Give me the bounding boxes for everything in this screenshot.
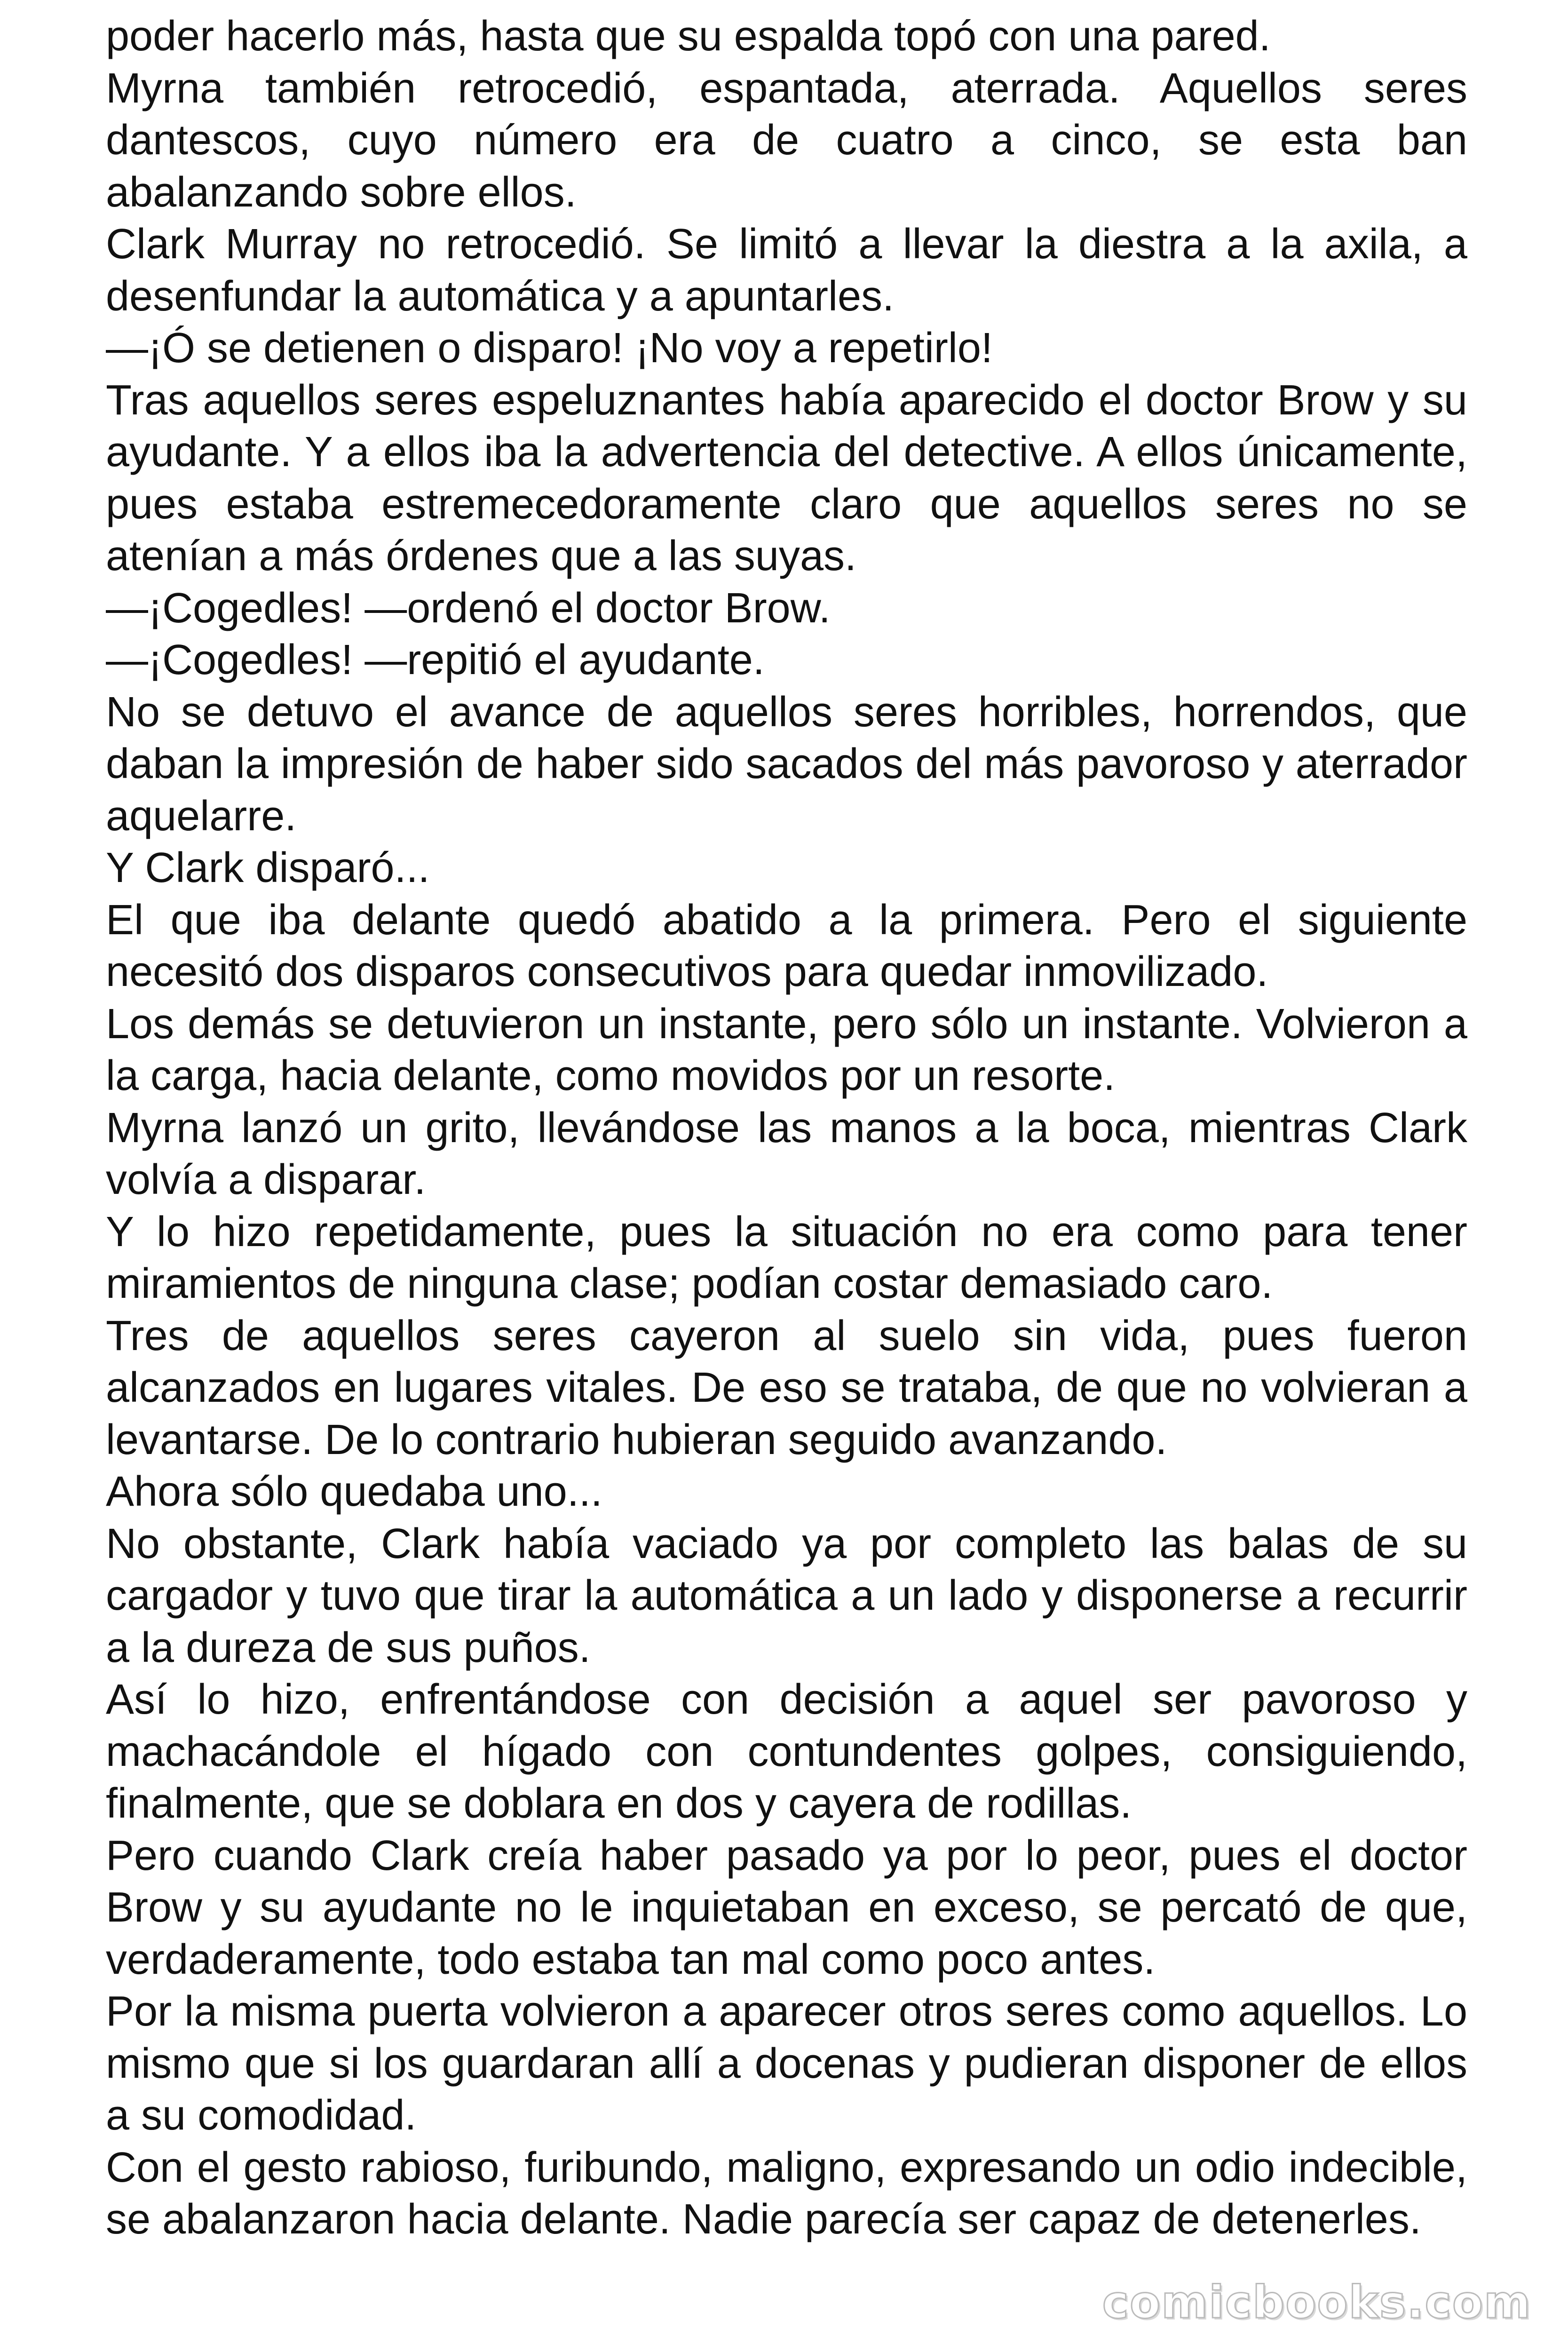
paragraph-1: poder hacerlo más, hasta que su espalda topó con una pared.: [106, 13, 1271, 60]
paragraph-4: —¡Ó se detienen o disparo! ¡No voy a repetirlo!: [106, 325, 993, 372]
paragraph-17: Así lo hizo, enfrentándose con decisión a aquel ser pavoroso y machacándole el hígado con contundentes golpes, consiguiendo, finalmente, que se doblara en dos y cayera de rodillas.: [106, 1676, 1467, 1827]
paragraph-9: Y Clark disparó...: [106, 844, 430, 891]
watermark-logo: comicbooks.com: [1102, 2277, 1531, 2328]
paragraph-13: Y lo hizo repetidamente, pues la situación no era como para tener miramientos de ninguna clase; podían costar demasiado caro.: [106, 1208, 1467, 1307]
paragraph-2: Myrna también retrocedió, espantada, aterrada. Aquellos seres dantescos, cuyo número era de cuatro a cinco, se esta ban abalanzando sobre ellos.: [106, 64, 1467, 216]
paragraph-8: No se detuvo el avance de aquellos seres horribles, horrendos, que daban la impresión de haber sido sacados del más pavoroso y aterrador aquelarre.: [106, 688, 1467, 840]
paragraph-18: Pero cuando Clark creía haber pasado ya por lo peor, pues el doctor Brow y su ayudante no le inquietaban en exceso, se percató de que, verdaderamente, todo estaba tan mal como poco antes.: [106, 1832, 1467, 1983]
paragraph-11: Los demás se detuvieron un instante, pero sólo un instante. Volvieron a la carga, hacia delante, como movidos por un resorte.: [106, 1000, 1467, 1099]
paragraph-12: Myrna lanzó un grito, llevándose las manos a la boca, mientras Clark volvía a disparar.: [106, 1104, 1467, 1203]
paragraph-19: Por la misma puerta volvieron a aparecer otros seres como aquellos. Lo mismo que si los guardaran allí a docenas y pudieran disponer de ellos a su comodidad.: [106, 1988, 1467, 2139]
document-body: [106, 10, 1467, 2246]
paragraph-6: —¡Cogedles! —ordenó el doctor Brow.: [106, 584, 831, 632]
paragraph-5: Tras aquellos seres espeluznantes había aparecido el doctor Brow y su ayudante. Y a ellos iba la advertencia del detective. A ellos únicamente, pues estaba estremecedoramente claro que aquellos seres no se atenían a más órdenes que a las suyas.: [106, 376, 1467, 580]
paragraph-14: Tres de aquellos seres cayeron al suelo sin vida, pues fueron alcanzados en lugares vitales. De eso se trataba, de que no volvieran a levantarse. De lo contrario hubieran seguido avanzando.: [106, 1312, 1467, 1463]
paragraph-3: Clark Murray no retrocedió. Se limitó a llevar la diestra a la axila, a desenfundar la automática y a apuntarles.: [106, 221, 1467, 320]
paragraph-16: No obstante, Clark había vaciado ya por completo las balas de su cargador y tuvo que tirar la automática a un lado y disponerse a recurrir a la dureza de sus puños.: [106, 1520, 1467, 1671]
paragraph-20: Con el gesto rabioso, furibundo, maligno, expresando un odio indecible, se abalanzaron hacia delante. Nadie parecía ser capaz de detenerles.: [106, 2144, 1467, 2243]
paragraph-7: —¡Cogedles! —repitió el ayudante.: [106, 636, 765, 683]
paragraph-10: El que iba delante quedó abatido a la primera. Pero el siguiente necesitó dos disparos consecutivos para quedar inmovilizado.: [106, 896, 1467, 995]
paragraph-15: Ahora sólo quedaba uno...: [106, 1468, 602, 1515]
